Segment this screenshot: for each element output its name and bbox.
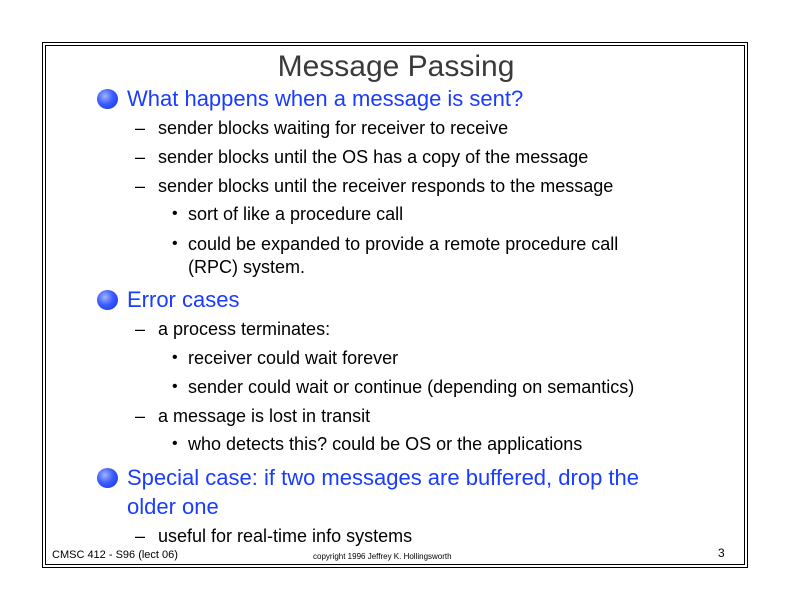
sub-list-item: who detects this? could be OS or the applications — [188, 434, 583, 454]
footer-copyright: copyright 1996 Jeffrey K. Hollingsworth — [313, 552, 452, 561]
section-heading-message-sent: What happens when a message is sent? — [127, 86, 524, 111]
dot-bullet-icon: • — [172, 349, 178, 366]
dash-icon: – — [135, 406, 146, 426]
dot-bullet-icon: • — [172, 378, 178, 395]
list-item: useful for real-time info systems — [158, 526, 413, 546]
section-heading-special-case-continuation: older one — [127, 494, 219, 519]
dash-icon: – — [135, 118, 146, 138]
sub-list-item-continuation: (RPC) system. — [188, 257, 305, 277]
sub-list-item: sender could wait or continue (depending on semantics) — [188, 377, 635, 397]
blue-bullet-icon — [97, 290, 118, 310]
footer-course: CMSC 412 - S96 (lect 06) — [52, 549, 178, 561]
slide-title: Message Passing — [277, 50, 515, 83]
dash-icon: – — [135, 147, 146, 167]
sub-list-item: could be expanded to provide a remote procedure call — [188, 234, 619, 254]
list-item: sender blocks until the OS has a copy of the message — [158, 147, 589, 167]
dash-icon: – — [135, 319, 146, 339]
page-number: 3 — [718, 546, 725, 560]
blue-bullet-icon — [97, 89, 118, 109]
list-item: a process terminates: — [158, 319, 331, 339]
dot-bullet-icon: • — [172, 205, 178, 222]
list-item: sender blocks until the receiver responds to the message — [158, 176, 614, 196]
section-heading-error-cases: Error cases — [127, 287, 240, 312]
list-item: a message is lost in transit — [158, 406, 371, 426]
dot-bullet-icon: • — [172, 235, 178, 252]
list-item: sender blocks waiting for receiver to receive — [158, 118, 509, 138]
dot-bullet-icon: • — [172, 435, 178, 452]
section-heading-special-case: Special case: if two messages are buffered, drop the — [127, 465, 639, 490]
sub-list-item: sort of like a procedure call — [188, 204, 404, 224]
sub-list-item: receiver could wait forever — [188, 348, 399, 368]
dash-icon: – — [135, 176, 146, 196]
dash-icon: – — [135, 526, 146, 546]
blue-bullet-icon — [97, 468, 118, 488]
